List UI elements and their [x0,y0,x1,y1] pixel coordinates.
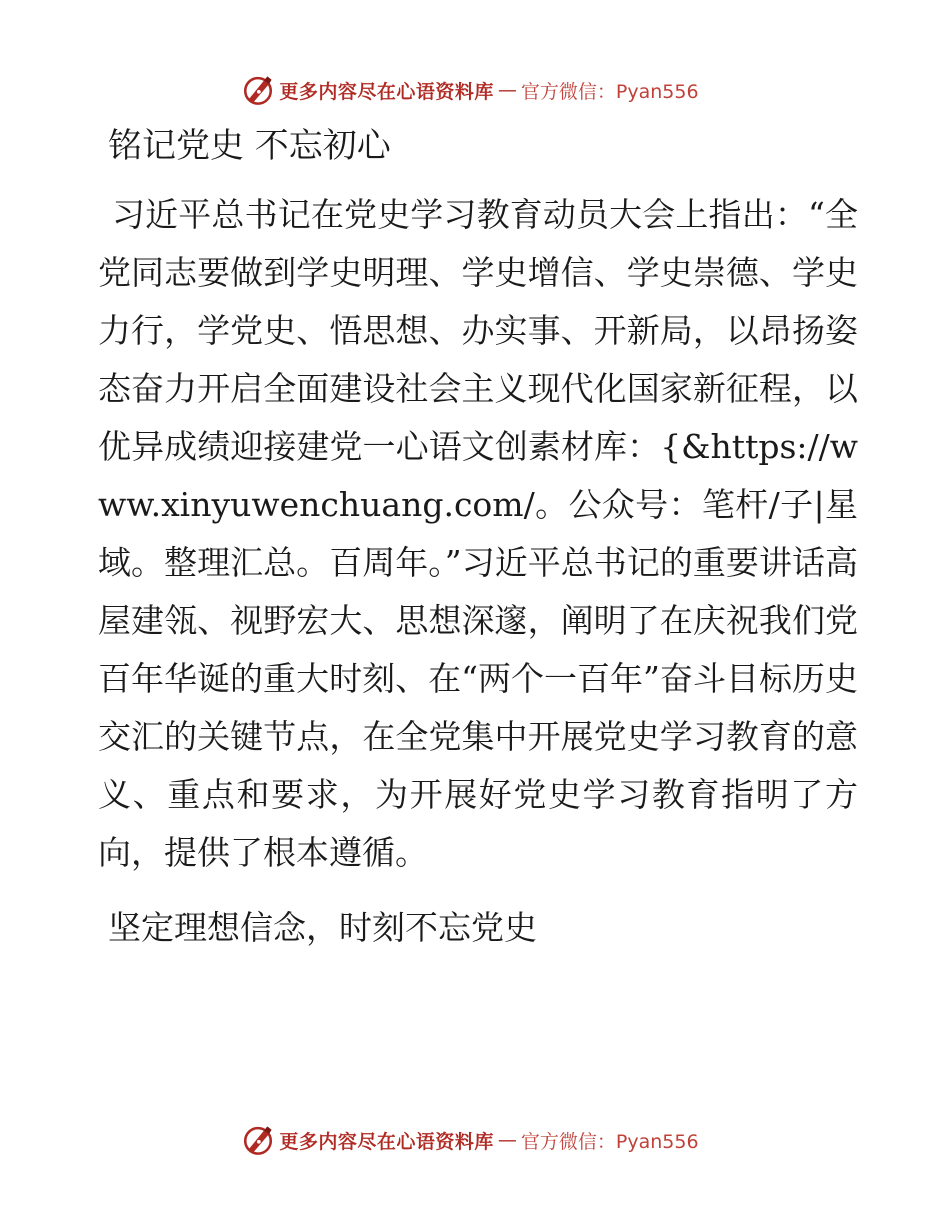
header-watermark [0,70,950,110]
article-paragraph: 习近平总书记在党史学习教育动员大会上指出：“全党同志要做到学史明理、学史增信、学史崇德、学史力行，学党史、悟思想、办实事、开新局，以昂扬姿态奋力开启全面建设社会主义现代化国家新征程，以优异成绩迎接建党一心语文创素材库：{&https://www.xinyuwenchuang.com/。公众号：笔杆/子|星域。整理汇总。百周年。”习近平总书记的重要讲话高屋建瓴、视野宏大、思想深邃，阐明了在庆祝我们党百年华诞的重大时刻、在“两个一百年”奋斗目标历史交汇的关键节点，在全党集中开展党史学习教育的意义、重点和要求，为开展好党史学习教育指明了方向，提供了根本遵循。 [98,195,858,872]
footer-watermark [0,1120,950,1160]
header-watermark-row [241,73,698,107]
watermark-contact-text: 官方微信：Pyan556 [520,1130,699,1153]
watermark-contact-text: 官方微信：Pyan556 [520,80,699,103]
article-body [98,122,858,952]
watermark-main-text: 更多内容尽在心语资料库 [279,80,494,103]
article-subheading: 坚定理想信念，时刻不忘党史 [108,908,537,947]
pen-nib-logo-icon [241,73,275,107]
watermark-main-text: 更多内容尽在心语资料库 [279,1130,494,1153]
watermark-dash: — [497,1129,517,1151]
pen-nib-logo-icon [241,1123,275,1157]
watermark-dash: — [497,79,517,101]
article-title: 铭记党史 不忘初心 [108,126,391,166]
footer-watermark-row [241,1123,698,1157]
